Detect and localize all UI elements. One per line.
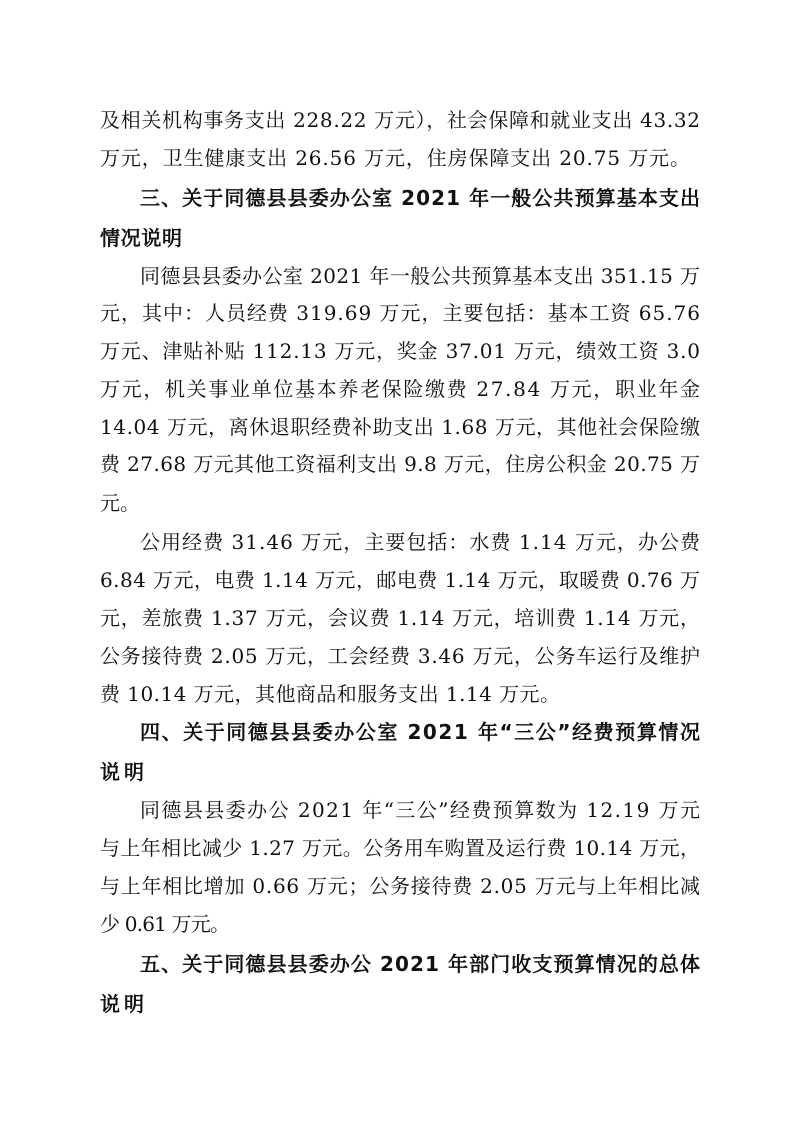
text-line: 同德县县委办公 2021 年“三公”经费预算数为 12.19 万元 — [140, 798, 702, 822]
text-line: 公用经费 31.46 万元，主要包括：水费 1.14 万元，办公费 — [140, 530, 702, 554]
text-line: 同德县县委办公室 2021 年一般公共预算基本支出 351.15 万 — [140, 264, 701, 288]
section-heading: 情况说明 — [100, 226, 183, 250]
text-line: 万元、津贴补贴 112.13 万元，奖金 37.01 万元，绩效工资 3.0 — [100, 339, 701, 363]
section-heading: 五、关于同德县县委办公 2021 年部门收支预算情况的总体 — [140, 952, 702, 976]
text-line: 14.04 万元，离休退职经费补助支出 1.68 万元，其他社会保险缴 — [100, 415, 701, 439]
section-heading: 说明 — [100, 760, 148, 784]
text-line: 6.84 万元，电费 1.14 万元，邮电费 1.14 万元，取暖费 0.76 万 — [100, 568, 701, 592]
text-line: 费 27.68 万元其他工资福利支出 9.8 万元，住房公积金 20.75 万 — [100, 452, 701, 476]
text-line: 元，其中：人员经费 319.69 万元，主要包括：基本工资 65.76 — [100, 301, 701, 325]
section-heading: 四、关于同德县县委办公室 2021 年“三公”经费预算情况 — [140, 720, 702, 744]
text-line: 少 0.61 万元。 — [100, 912, 230, 936]
text-line: 与上年相比减少 1.27 万元。公务用车购置及运行费 10.14 万元， — [100, 836, 701, 860]
text-line: 与上年相比增加 0.66 万元；公务接待费 2.05 万元与上年相比减 — [100, 874, 701, 898]
text-line: 公务接待费 2.05 万元，工会经费 3.46 万元，公务车运行及维护 — [100, 644, 701, 668]
text-line: 元，差旅费 1.37 万元，会议费 1.14 万元，培训费 1.14 万元， — [100, 606, 701, 630]
text-line: 元。 — [100, 491, 140, 515]
section-heading: 三、关于同德县县委办公室 2021 年一般公共预算基本支出 — [140, 186, 702, 210]
text-line: 万元，机关事业单位基本养老保险缴费 27.84 万元，职业年金 — [100, 377, 702, 401]
section-heading: 说明 — [100, 992, 148, 1016]
text-line: 费 10.14 万元，其他商品和服务支出 1.14 万元。 — [100, 682, 561, 706]
text-line: 及相关机构事务支出 228.22 万元），社会保障和就业支出 43.32 — [100, 108, 701, 132]
text-line: 万元，卫生健康支出 26.56 万元，住房保障支出 20.75 万元。 — [100, 146, 691, 170]
